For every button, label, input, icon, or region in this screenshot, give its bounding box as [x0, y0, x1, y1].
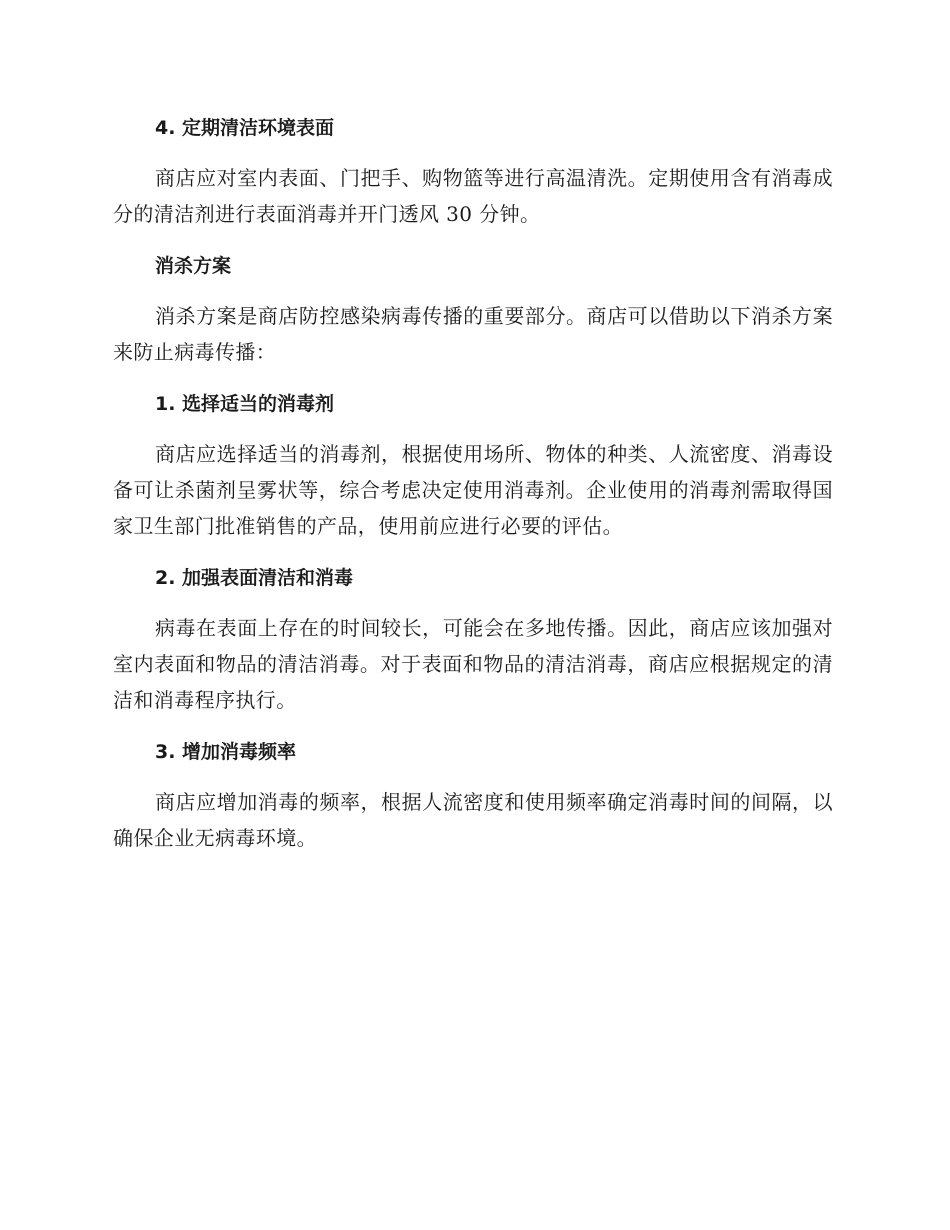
section-paragraph: 病毒在表面上存在的时间较长，可能会在多地传播。因此，商店应该加强对室内表面和物品的清洁消毒。对于表面和物品的清洁消毒，商店应根据规定的清洁和消毒程序执行。	[113, 616, 833, 712]
section-paragraph: 商店应增加消毒的频率，根据人流密度和使用频率确定消毒时间的间隔，以确保企业无病毒环境。	[113, 790, 833, 850]
section-paragraph: 消杀方案是商店防控感染病毒传播的重要部分。商店可以借助以下消杀方案来防止病毒传播：	[113, 304, 833, 364]
section-heading: 2. 加强表面清洁和消毒	[155, 567, 354, 589]
section-choose-disinfectant	[113, 386, 833, 544]
section-heading: 4. 定期清洁环境表面	[155, 117, 335, 139]
section-disinfection-plan	[113, 248, 833, 370]
section-strengthen-cleaning	[113, 560, 833, 718]
section-clean-surfaces	[113, 110, 833, 232]
section-paragraph: 商店应对室内表面、门把手、购物篮等进行高温清洗。定期使用含有消毒成分的清洁剂进行表面消毒并开门透风 30 分钟。	[113, 166, 833, 226]
section-heading: 3. 增加消毒频率	[155, 741, 297, 763]
section-heading: 1. 选择适当的消毒剂	[155, 393, 335, 415]
section-heading: 消杀方案	[155, 255, 232, 277]
section-paragraph: 商店应选择适当的消毒剂，根据使用场所、物体的种类、人流密度、消毒设备可让杀菌剂呈雾状等，综合考虑决定使用消毒剂。企业使用的消毒剂需取得国家卫生部门批准销售的产品，使用前应进行必要的评估。	[113, 442, 833, 538]
document-page	[113, 110, 833, 872]
section-increase-frequency	[113, 734, 833, 856]
